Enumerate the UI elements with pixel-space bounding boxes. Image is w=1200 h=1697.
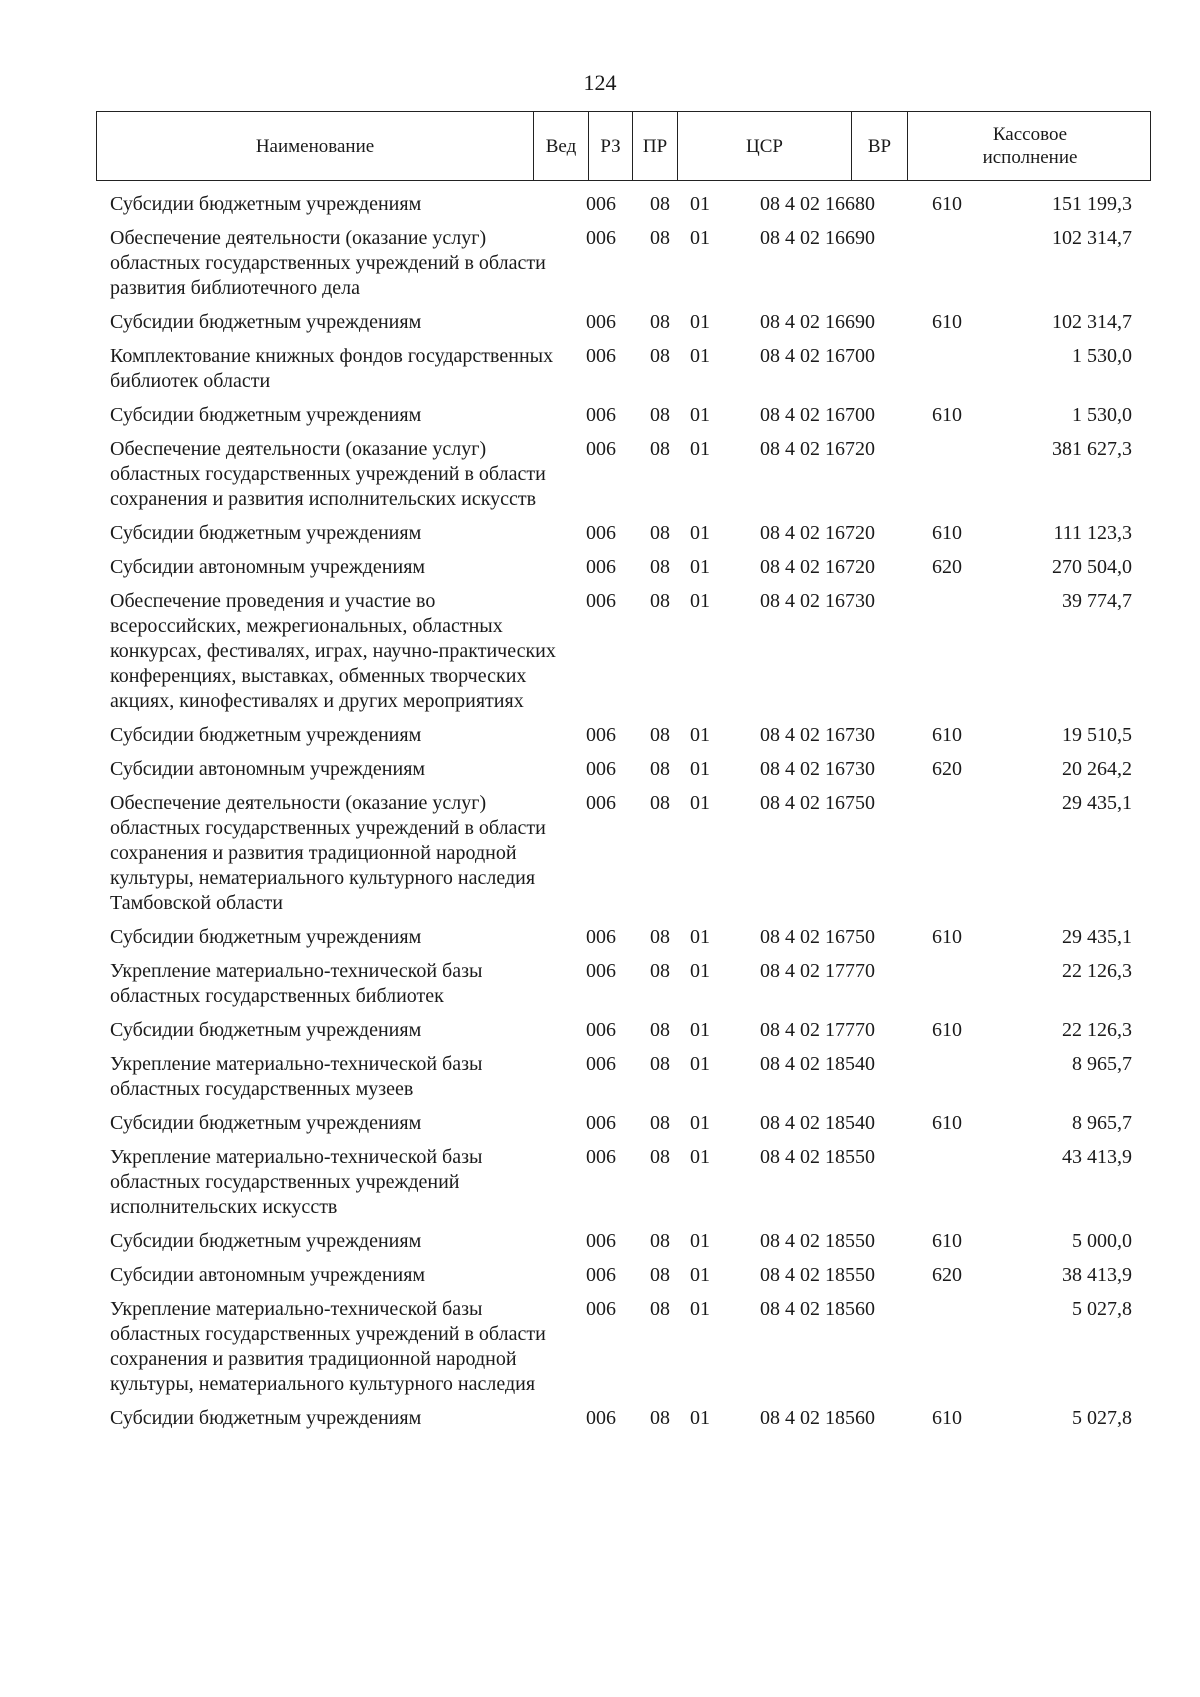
header-name: Наименование xyxy=(255,135,375,157)
row-amount: 22 126,3 xyxy=(1062,1019,1132,1041)
row-pr: 01 xyxy=(690,404,710,426)
table-row xyxy=(0,344,1200,394)
table-row xyxy=(0,310,1200,335)
row-rz: 08 xyxy=(650,590,670,612)
row-pr: 01 xyxy=(690,345,710,367)
header-amount-line2: исполнение xyxy=(982,147,1078,168)
row-name: Субсидии бюджетным учреждениям xyxy=(110,1230,422,1252)
row-vr: 610 xyxy=(932,522,962,544)
row-amount: 151 199,3 xyxy=(1052,193,1132,215)
row-csr: 08 4 02 17770 xyxy=(760,1019,875,1041)
row-rz: 08 xyxy=(650,1053,670,1075)
row-amount: 8 965,7 xyxy=(1072,1112,1132,1134)
row-amount: 29 435,1 xyxy=(1062,926,1132,948)
row-ved: 006 xyxy=(586,438,616,460)
row-csr: 08 4 02 16690 xyxy=(760,311,875,333)
row-name: Укрепление материально-технической базы областных государственных учреждений в области сохранения и развития традиционной народной культуры, нематериального культурного наследия xyxy=(110,1298,546,1395)
row-name: Субсидии бюджетным учреждениям xyxy=(110,311,422,333)
row-name: Комплектование книжных фондов государственных библиотек области xyxy=(110,345,554,392)
row-pr: 01 xyxy=(690,522,710,544)
table-row xyxy=(0,403,1200,428)
row-ved: 006 xyxy=(586,724,616,746)
table-row xyxy=(0,723,1200,748)
row-name: Субсидии бюджетным учреждениям xyxy=(110,1112,422,1134)
row-csr: 08 4 02 16720 xyxy=(760,438,875,460)
row-vr: 620 xyxy=(932,556,962,578)
row-amount: 102 314,7 xyxy=(1052,227,1132,249)
row-csr: 08 4 02 16730 xyxy=(760,590,875,612)
row-vr: 610 xyxy=(932,193,962,215)
row-ved: 006 xyxy=(586,522,616,544)
row-rz: 08 xyxy=(650,404,670,426)
row-pr: 01 xyxy=(690,556,710,578)
row-pr: 01 xyxy=(690,1019,710,1041)
row-ved: 006 xyxy=(586,556,616,578)
row-name: Обеспечение деятельности (оказание услуг) областных государственных учреждений в области сохранения и развития традиционной народной культуры, нематериального культурного наследия Тамбовской области xyxy=(110,792,546,914)
row-ved: 006 xyxy=(586,345,616,367)
row-rz: 08 xyxy=(650,522,670,544)
row-pr: 01 xyxy=(690,960,710,982)
row-name: Субсидии автономным учреждениям xyxy=(110,758,426,780)
row-amount: 1 530,0 xyxy=(1072,345,1132,367)
row-name: Субсидии бюджетным учреждениям xyxy=(110,926,422,948)
row-csr: 08 4 02 16730 xyxy=(760,724,875,746)
table-row xyxy=(0,521,1200,546)
row-csr: 08 4 02 16750 xyxy=(760,792,875,814)
row-name: Укрепление материально-технической базы областных государственных учреждений исполнительских искусств xyxy=(110,1146,483,1218)
header-pr: ПР xyxy=(632,112,677,180)
row-rz: 08 xyxy=(650,438,670,460)
row-amount: 5 027,8 xyxy=(1072,1407,1132,1429)
row-rz: 08 xyxy=(650,1230,670,1252)
row-csr: 08 4 02 18540 xyxy=(760,1112,875,1134)
row-name: Обеспечение деятельности (оказание услуг) областных государственных учреждений в области развития библиотечного дела xyxy=(110,227,546,299)
row-pr: 01 xyxy=(690,1407,710,1429)
header-ved: Вед xyxy=(533,112,588,180)
row-vr: 610 xyxy=(932,724,962,746)
row-csr: 08 4 02 18550 xyxy=(760,1264,875,1286)
row-csr: 08 4 02 18560 xyxy=(760,1407,875,1429)
row-ved: 006 xyxy=(586,404,616,426)
row-pr: 01 xyxy=(690,1298,710,1320)
row-amount: 8 965,7 xyxy=(1072,1053,1132,1075)
header-amount-line1: Кассовое xyxy=(992,124,1068,145)
row-rz: 08 xyxy=(650,1019,670,1041)
row-vr: 610 xyxy=(932,311,962,333)
row-pr: 01 xyxy=(690,311,710,333)
row-rz: 08 xyxy=(650,792,670,814)
row-ved: 006 xyxy=(586,590,616,612)
row-name: Обеспечение проведения и участие во всероссийских, межрегиональных, областных конкурсах, фестивалях, играх, научно-практических конференциях, выставках, обменных творческих акциях, кинофестивалях и других мероприятиях xyxy=(110,590,556,712)
row-ved: 006 xyxy=(586,193,616,215)
row-ved: 006 xyxy=(586,1407,616,1429)
row-name: Субсидии автономным учреждениям xyxy=(110,1264,426,1286)
row-ved: 006 xyxy=(586,227,616,249)
row-amount: 270 504,0 xyxy=(1052,556,1132,578)
row-rz: 08 xyxy=(650,1298,670,1320)
table-row xyxy=(0,226,1200,301)
row-rz: 08 xyxy=(650,1146,670,1168)
row-amount: 19 510,5 xyxy=(1062,724,1132,746)
row-name: Субсидии бюджетным учреждениям xyxy=(110,522,422,544)
header-rz: РЗ xyxy=(588,112,632,180)
table-row xyxy=(0,1297,1200,1397)
row-csr: 08 4 02 18560 xyxy=(760,1298,875,1320)
row-name: Укрепление материально-технической базы областных государственных библиотек xyxy=(110,960,483,1007)
table-row xyxy=(0,555,1200,580)
row-csr: 08 4 02 18550 xyxy=(760,1230,875,1252)
row-amount: 38 413,9 xyxy=(1062,1264,1132,1286)
row-name: Субсидии бюджетным учреждениям xyxy=(110,404,422,426)
row-name: Укрепление материально-технической базы областных государственных музеев xyxy=(110,1053,483,1100)
row-amount: 381 627,3 xyxy=(1052,438,1132,460)
table-row xyxy=(0,192,1200,217)
row-vr: 620 xyxy=(932,1264,962,1286)
row-ved: 006 xyxy=(586,960,616,982)
table-row xyxy=(0,925,1200,950)
row-csr: 08 4 02 16720 xyxy=(760,556,875,578)
row-csr: 08 4 02 16730 xyxy=(760,758,875,780)
row-name: Субсидии бюджетным учреждениям xyxy=(110,724,422,746)
row-csr: 08 4 02 16700 xyxy=(760,404,875,426)
row-rz: 08 xyxy=(650,556,670,578)
row-amount: 5 000,0 xyxy=(1072,1230,1132,1252)
row-amount: 22 126,3 xyxy=(1062,960,1132,982)
row-pr: 01 xyxy=(690,1264,710,1286)
row-ved: 006 xyxy=(586,1298,616,1320)
row-name: Субсидии бюджетным учреждениям xyxy=(110,1019,422,1041)
page-number: 124 xyxy=(583,70,617,95)
header-csr: ЦСР xyxy=(677,112,851,180)
row-rz: 08 xyxy=(650,926,670,948)
table-row xyxy=(0,1406,1200,1431)
row-pr: 01 xyxy=(690,590,710,612)
row-pr: 01 xyxy=(690,1112,710,1134)
row-vr: 610 xyxy=(932,1112,962,1134)
table-row xyxy=(0,959,1200,1009)
row-csr: 08 4 02 16720 xyxy=(760,522,875,544)
table-body xyxy=(0,192,1200,1431)
table-row xyxy=(0,1111,1200,1136)
row-vr: 610 xyxy=(932,1407,962,1429)
row-pr: 01 xyxy=(690,758,710,780)
row-rz: 08 xyxy=(650,758,670,780)
table-header xyxy=(96,111,1151,181)
table-row xyxy=(0,589,1200,714)
table-row xyxy=(0,1145,1200,1220)
row-vr: 610 xyxy=(932,1230,962,1252)
row-csr: 08 4 02 16690 xyxy=(760,227,875,249)
row-pr: 01 xyxy=(690,1053,710,1075)
table-row xyxy=(0,437,1200,512)
row-amount: 43 413,9 xyxy=(1062,1146,1132,1168)
row-amount: 102 314,7 xyxy=(1052,311,1132,333)
row-rz: 08 xyxy=(650,1264,670,1286)
row-pr: 01 xyxy=(690,438,710,460)
row-amount: 20 264,2 xyxy=(1062,758,1132,780)
row-ved: 006 xyxy=(586,1112,616,1134)
row-rz: 08 xyxy=(650,193,670,215)
row-vr: 620 xyxy=(932,758,962,780)
row-ved: 006 xyxy=(586,311,616,333)
row-rz: 08 xyxy=(650,1407,670,1429)
row-amount: 39 774,7 xyxy=(1062,590,1132,612)
row-pr: 01 xyxy=(690,193,710,215)
row-amount: 1 530,0 xyxy=(1072,404,1132,426)
row-pr: 01 xyxy=(690,1230,710,1252)
table-row xyxy=(0,1229,1200,1254)
row-pr: 01 xyxy=(690,1146,710,1168)
table-row xyxy=(0,1052,1200,1102)
row-name: Субсидии бюджетным учреждениям xyxy=(110,193,422,215)
row-pr: 01 xyxy=(690,792,710,814)
row-rz: 08 xyxy=(650,960,670,982)
row-name: Субсидии бюджетным учреждениям xyxy=(110,1407,422,1429)
row-amount: 29 435,1 xyxy=(1062,792,1132,814)
row-rz: 08 xyxy=(650,724,670,746)
row-csr: 08 4 02 18550 xyxy=(760,1146,875,1168)
row-name: Субсидии автономным учреждениям xyxy=(110,556,426,578)
row-ved: 006 xyxy=(586,926,616,948)
header-vr: ВР xyxy=(851,112,907,180)
table-row xyxy=(0,1263,1200,1288)
row-ved: 006 xyxy=(586,1053,616,1075)
row-rz: 08 xyxy=(650,345,670,367)
row-rz: 08 xyxy=(650,311,670,333)
row-amount: 111 123,3 xyxy=(1053,522,1132,544)
row-ved: 006 xyxy=(586,758,616,780)
row-vr: 610 xyxy=(932,1019,962,1041)
row-rz: 08 xyxy=(650,1112,670,1134)
row-csr: 08 4 02 17770 xyxy=(760,960,875,982)
row-pr: 01 xyxy=(690,724,710,746)
header-amount xyxy=(907,112,1152,180)
row-csr: 08 4 02 16680 xyxy=(760,193,875,215)
table-row xyxy=(0,791,1200,916)
row-vr: 610 xyxy=(932,404,962,426)
row-pr: 01 xyxy=(690,926,710,948)
row-ved: 006 xyxy=(586,1019,616,1041)
row-rz: 08 xyxy=(650,227,670,249)
table-row xyxy=(0,757,1200,782)
row-pr: 01 xyxy=(690,227,710,249)
row-ved: 006 xyxy=(586,1264,616,1286)
row-ved: 006 xyxy=(586,1230,616,1252)
row-amount: 5 027,8 xyxy=(1072,1298,1132,1320)
row-vr: 610 xyxy=(932,926,962,948)
row-ved: 006 xyxy=(586,792,616,814)
row-csr: 08 4 02 16700 xyxy=(760,345,875,367)
row-ved: 006 xyxy=(586,1146,616,1168)
row-name: Обеспечение деятельности (оказание услуг) областных государственных учреждений в области сохранения и развития исполнительских искусств xyxy=(110,438,546,510)
row-csr: 08 4 02 16750 xyxy=(760,926,875,948)
table-row xyxy=(0,1018,1200,1043)
row-csr: 08 4 02 18540 xyxy=(760,1053,875,1075)
